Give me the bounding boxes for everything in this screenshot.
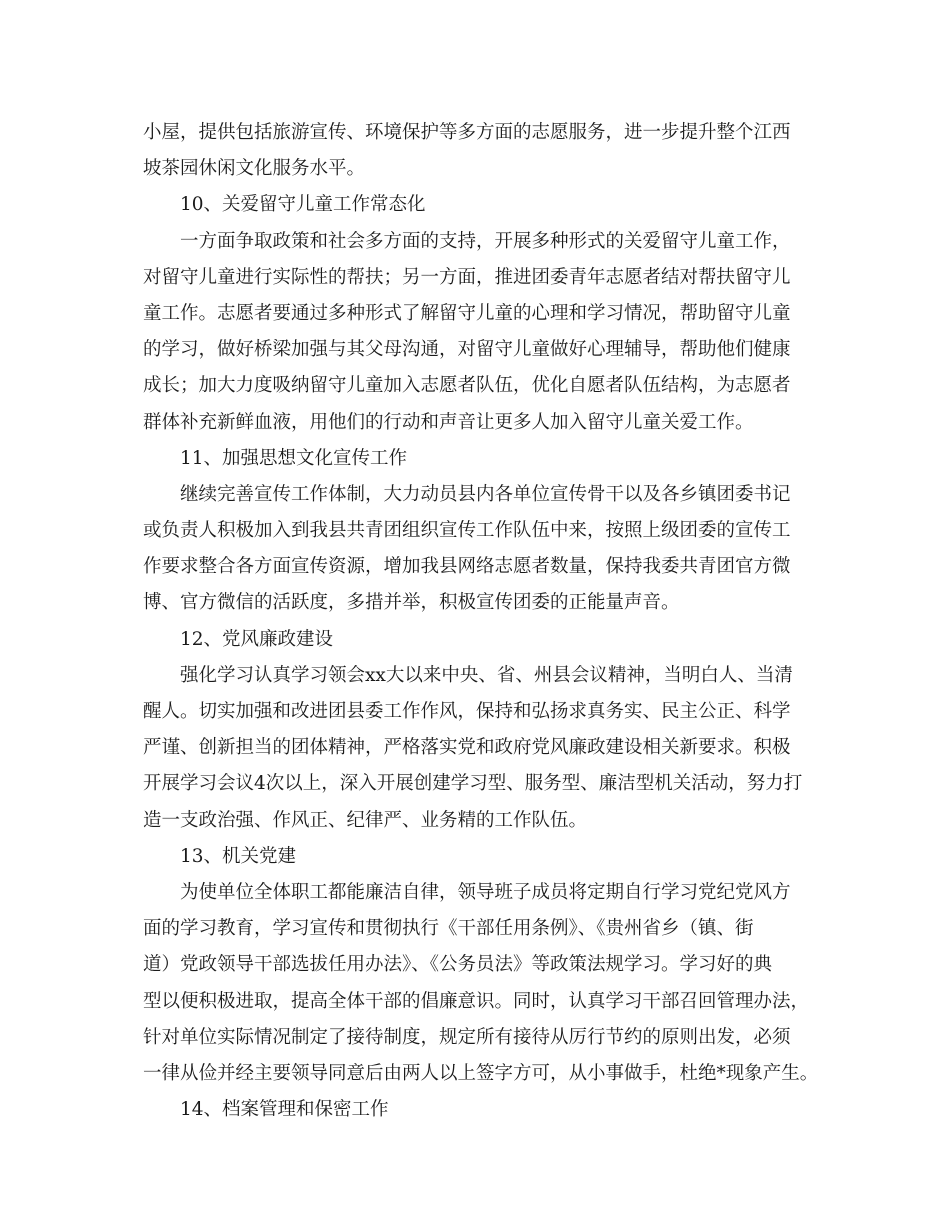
- text-line: 群体补充新鲜血液，用他们的行动和声音让更多人加入留守儿童关爱工作。: [143, 411, 754, 433]
- text-line: 型以便积极进取，提高全体干部的倡廉意识。同时，认真学习干部召回管理办法，: [143, 990, 810, 1012]
- text-line: 博、官方微信的活跃度，多措并举，积极宣传团委的正能量声音。: [143, 592, 680, 614]
- text-line: 为使单位全体职工都能廉洁自律，领导班子成员将定期自行学习党纪党风方: [180, 881, 791, 903]
- section-heading: 12、党风廉政建设: [180, 628, 334, 650]
- text-line: 一律从俭并经主要领导同意后由两人以上签字方可，从小事做手，杜绝*现象产生。: [143, 1062, 819, 1084]
- text-line: 的学习，做好桥梁加强与其父母沟通，对留守儿童做好心理辅导，帮助他们健康: [143, 339, 791, 361]
- text-line: 针对单位实际情况制定了接待制度，规定所有接待从厉行节约的原则出发，必须: [143, 1026, 791, 1048]
- text-line: 对留守儿童进行实际性的帮扶；另一方面，推进团委青年志愿者结对帮扶留守儿: [143, 266, 791, 288]
- text-line: 继续完善宣传工作体制，大力动员县内各单位宣传骨干以及各乡镇团委书记: [180, 483, 791, 505]
- text-line: 醒人。切实加强和改进团县委工作作风，保持和弘扬求真务实、民主公正、科学: [143, 701, 791, 722]
- text-line: 坡茶园休闲文化服务水平。: [143, 158, 366, 180]
- text-line: 强化学习认真学习领会xx大以来中央、省、州县会议精神，当明白人、当清: [180, 664, 793, 686]
- text-line: 成长；加大力度吸纳留守儿童加入志愿者队伍，优化自愿者队伍结构，为志愿者: [143, 375, 791, 397]
- section-heading: 13、机关党建: [180, 845, 297, 867]
- section-heading: 10、关爱留守儿童工作常态化: [180, 194, 426, 216]
- text-line: 作要求整合各方面宣传资源，增加我县网络志愿者数量，保持我委共青团官方微: [143, 556, 791, 578]
- document-body: [143, 115, 823, 1128]
- section-heading: 14、档案管理和保密工作: [180, 1099, 389, 1121]
- section-heading: 11、加强思想文化宣传工作: [180, 447, 408, 469]
- text-line: 造一支政治强、作风正、纪律严、业务精的工作队伍。: [143, 809, 588, 831]
- text-line: 小屋，提供包括旅游宣传、环境保护等多方面的志愿服务，进一步提升整个江西: [143, 122, 791, 143]
- text-line: 童工作。志愿者要通过多种形式了解留守儿童的心理和学习情况，帮助留守儿童: [143, 302, 791, 324]
- text-line: 开展学习会议4次以上，深入开展创建学习型、服务型、廉洁型机关活动，努力打: [143, 773, 803, 795]
- text-line: 严谨、创新担当的团体精神，严格落实党和政府党风廉政建设相关新要求。积极: [143, 737, 791, 759]
- text-line: 道）党政领导干部选拔任用办法》、《公务员法》等政策法规学习。学习好的典: [143, 954, 773, 976]
- text-line: 一方面争取政策和社会多方面的支持，开展多种形式的关爱留守儿童工作，: [180, 230, 791, 252]
- text-line: 面的学习教育，学习宣传和贯彻执行《干部任用条例》、《贵州省乡（镇、街: [143, 918, 754, 940]
- text-line: 或负责人积极加入到我县共青团组织宣传工作队伍中来，按照上级团委的宣传工: [143, 520, 791, 542]
